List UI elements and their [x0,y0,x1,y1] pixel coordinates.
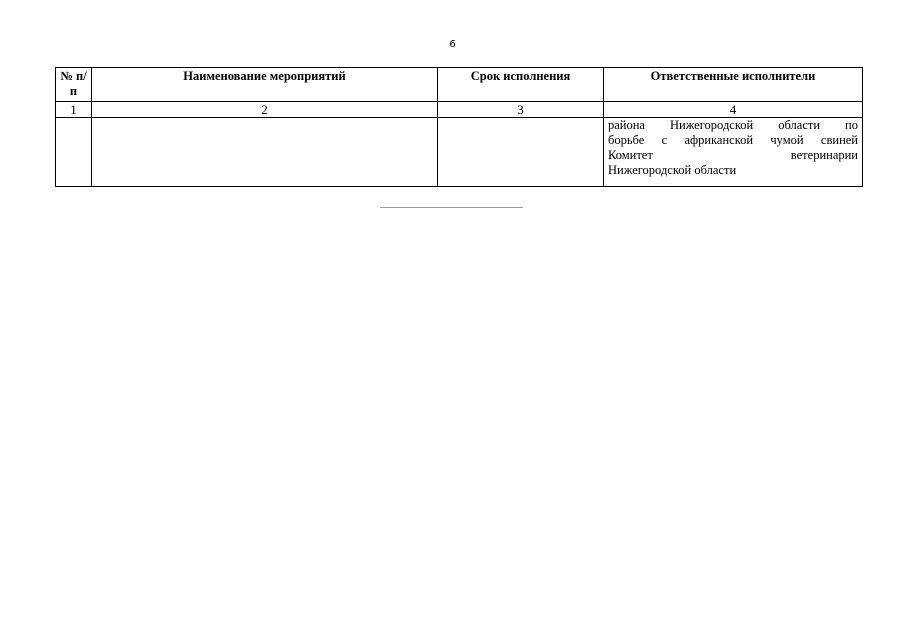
header-number: № п/п [56,68,92,102]
document-end-divider [380,207,523,208]
page-number: 6 [449,39,456,50]
header-activity-name: Наименование мероприятий [92,68,438,102]
column-number-4: 4 [604,102,863,118]
responsible-line: Комитет ветеринарии [608,148,858,162]
responsible-line: борьбе с африканской чумой свиней [608,133,858,147]
row-responsible-cell [604,118,863,187]
column-number-1: 1 [56,102,92,118]
responsible-line: Нижегородской области [608,163,737,177]
column-number-3: 3 [438,102,604,118]
header-responsible: Ответственные исполнители [604,68,863,102]
column-numbering-row [56,102,863,118]
header-deadline: Срок исполнения [438,68,604,102]
row-activity-cell [92,118,438,187]
row-number-cell [56,118,92,187]
table-row [56,118,863,187]
activities-table [55,67,863,187]
column-number-2: 2 [92,102,438,118]
responsible-line: района Нижегородской области по [608,118,858,132]
table-header-row [56,68,863,102]
row-deadline-cell [438,118,604,187]
